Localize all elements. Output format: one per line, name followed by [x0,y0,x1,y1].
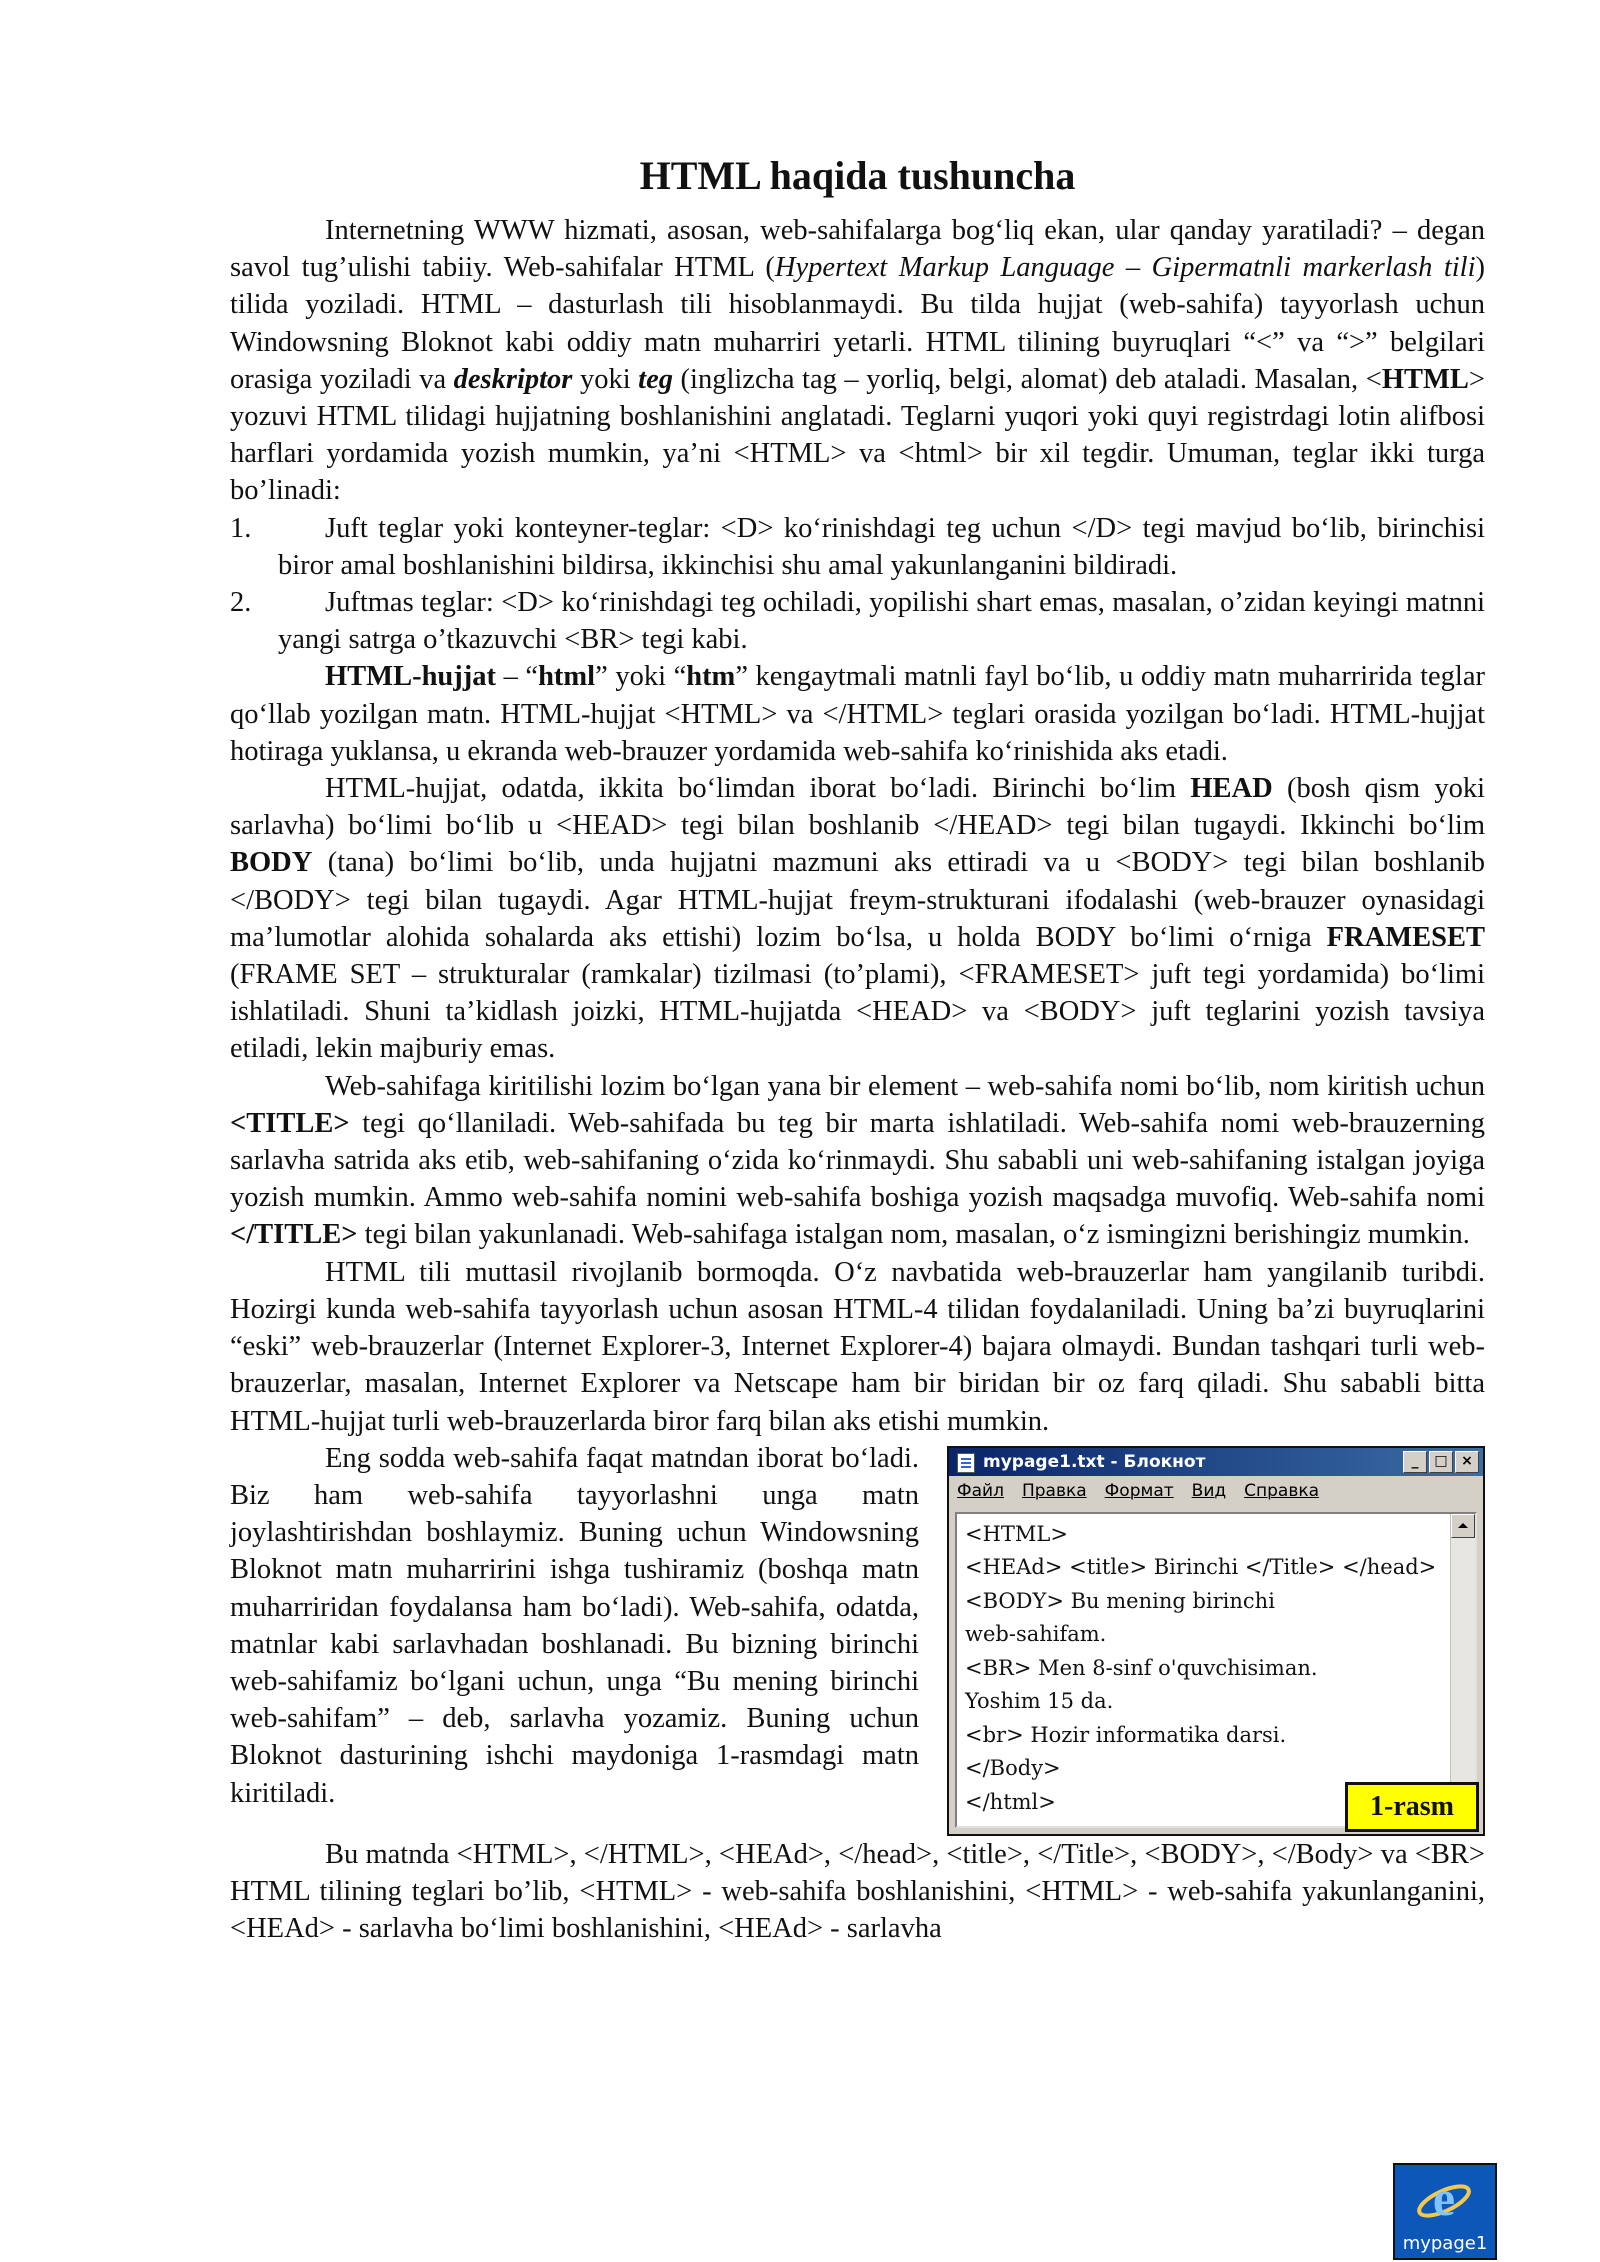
code-line: web-sahifam. [965,1622,1107,1647]
list-number: 2. [230,587,252,619]
paragraph-intro [230,212,1485,510]
notepad-titlebar [949,1448,1483,1476]
term-html: HTML [1381,363,1469,395]
code-line: Yoshim 15 da. [965,1689,1114,1714]
code-line: <HEAd> <title> Birinchi </Title> </head> [965,1555,1437,1580]
term-html-ext: html [538,661,596,693]
minimize-button[interactable]: _ [1403,1451,1427,1473]
ie-logo-icon [1413,2171,1475,2229]
code-line: </Body> [965,1756,1061,1781]
svg-text:e: e [1432,2171,1456,2226]
term-title-open: <TITLE> [230,1107,350,1139]
text-run-italic: Hypertext Markup Language – Gipermatnli markerlash tili [774,252,1476,284]
window-title: mypage1.txt - Блокнот [983,1451,1206,1472]
term-deskriptor: deskriptor [453,363,573,395]
scroll-up-icon[interactable] [1451,1514,1475,1538]
term-title-close: </TITLE> [230,1219,358,1251]
term-teg: teg [638,363,673,395]
text-run: HTML-hujjat, odatda, ikkita bo‘limdan iborat bo‘ladi. Birinchi bo‘lim [325,773,1191,805]
text-run: > yozuvi HTML tilidagi hujjatning boshlanishini anglatadi. Teglarni yuqori yoki quyi registrdagi lotin alifbosi harflari yordamida yozish mumkin, ya’ni <HTML> va <html> bir xil tegdir. Umuman, teglar ikki turga bo’linadi: [230,363,1485,507]
text-run: (FRAME SET – strukturalar (ramkalar) tizilmasi (to’plami), <FRAMESET> juft tegi yordamida) bo‘limi ishlatiladi. Shuni ta’kidlash joizki, HTML-hujjatda <HEAD> va <BODY> juft teglarini yozish tavsiya etiladi, lekin majburiy emas. [230,959,1485,1065]
window-controls [1403,1451,1479,1473]
document-body [230,150,1485,1947]
text-run: – “ [496,661,539,693]
menu-help[interactable]: Справка [1244,1480,1320,1501]
menu-file[interactable]: Файл [957,1480,1004,1501]
term-htm-ext: htm [686,661,736,693]
paragraph-tags-explained: Bu matnda <HTML>, </HTML>, <HEAd>, </head>, <title>, </Title>, <BODY>, </Body> va <BR> HTML tilining teglari bo’lib, <HTML> - web-sahifa boshlanishini, <HTML> - web-sahifa yakunlanganini, <HEAd> - sarlavha bo‘limi boshlanishini, <HEAd> - sarlavha [230,1838,1485,1945]
text-run: tegi bilan yakunlanadi. Web-sahifaga istalgan nom, masalan, o‘z ismingizni berishingiz mumkin. [357,1219,1470,1251]
maximize-button[interactable]: □ [1429,1451,1453,1473]
desktop-icon-label: mypage1 [1402,2233,1488,2254]
code-line: <BR> Men 8-sinf o'quvchisiman. [965,1655,1318,1680]
term-html-hujjat: HTML-hujjat [325,661,496,693]
list-item [230,584,1485,658]
text-run: (bosh qism yoki sarlavha) bo‘limi bo‘lib u <HEAD> tegi bilan boshlanib </HEAD> tegi bilan tugaydi. Ikkinchi bo‘lim [230,773,1485,842]
text-run: ) tilida yoziladi. HTML – dasturlash tili hisoblanmaydi. Bu tilda hujjat (web-sahifa) tayyorlash uchun Windowsning Bloknot kabi oddiy matn muharriri yetarli. HTML tilining buyruqlari “<” va “>” belgilari orasiga yoziladi va [230,252,1485,395]
code-line: </html> [965,1789,1056,1814]
notepad-text-area[interactable] [955,1512,1477,1828]
text-run: Web-sahifaga kiritilishi lozim bo‘lgan yana bir element – web-sahifa nomi bo‘lib, nom kiritish uchun [325,1070,1485,1102]
text-run: ” yoki “ [595,661,687,693]
list-item [230,510,1485,584]
code-line: <BODY> Bu mening birinchi [965,1588,1275,1613]
paragraph-html-document [230,658,1485,770]
notepad-lines [965,1518,1441,1820]
paragraph-html-versions: HTML tili muttasil rivojlanib bormoqda. O‘z navbatida web-brauzerlar ham yangilanib turibdi. Hozirgi kunda web-sahifa tayyorlash uchun asosan HTML-4 tilidan foydalaniladi. Uning ba’zi buyruqlarini “eski” web-brauzerlar (Internet Explorer-3, Internet Explorer-4) bajara olmaydi. Bundan tashqari turli web-brauzerlar, masalan, Internet Explorer va Netscape ham bir biridan bir oz farq qiladi. Shu sababli bitta HTML-hujjat turli web-brauzerlarda biror farq bilan aks etishi mumkin. [230,1256,1485,1437]
code-line: <HTML> [965,1521,1068,1546]
figure-caption: 1-rasm [1345,1782,1479,1832]
code-line: <br> Hozir informatika darsi. [965,1722,1287,1747]
notepad-icon [957,1453,975,1473]
text-run: yoki [572,363,639,395]
menu-bar [949,1476,1483,1506]
text-run: (inglizcha tag – yorliq, belgi, alomat) deb ataladi. Masalan, < [673,363,1382,395]
internet-explorer-icon[interactable] [1393,2163,1497,2260]
list-number: 1. [230,512,252,544]
text-run: Internetning WWW hizmati, asosan, web-sahifalarga bog‘liq ekan, ular qanday yaratiladi? – degan savol tug’ulishi tabiiy. Web-sahifalar HTML ( [230,215,1485,284]
term-frameset: FRAMESET [1326,921,1485,953]
paragraph-first-page: Eng sodda web-sahifa faqat matndan iborat bo‘ladi. Biz ham web-sahifa tayyorlashni unga matn joylashtirishdan boshlaymiz. Buning uchun Windowsning Bloknot matn muharririni ishga tushiramiz (boshqa matn muharriridan foydalansa ham bo‘ladi). Web-sahifa, odatda, matnlar kabi sarlavhadan boshlanadi. Bu bizning birinchi web-sahifamiz bo‘lgani uchun, unga “Bu mening birinchi web-sahifam” – deb, sarlavha yozamiz. Buning uchun Bloknot dasturining ishchi maydoniga 1-rasmdagi matn kiritiladi. [230,1442,919,1809]
list-text: Juftmas teglar: <D> ko‘rinishdagi teg ochiladi, yopilishi shart emas, masalan, o’zidan keyingi matnni yangi satrga o’tkazuvchi <BR> tegi kabi. [278,587,1485,656]
menu-format[interactable]: Формат [1104,1480,1174,1501]
close-button[interactable]: × [1455,1451,1479,1473]
vertical-scrollbar[interactable] [1450,1514,1475,1826]
page-title: HTML haqida tushuncha [639,153,1076,198]
term-body: BODY [230,847,313,879]
text-run: ” kengaytmali matnli fayl bo‘lib, u oddiy matn muharririda teglar qo‘llab yozilgan matn. HTML-hujjat <HTML> va </HTML> teglari orasida yozilgan bo‘ladi. HTML-hujjat hotiraga yuklansa, u ekranda web-brauzer yordamida web-sahifa ko‘rinishida aks etadi. [230,661,1485,767]
paragraph-title-tag [230,1068,1485,1254]
menu-view[interactable]: Вид [1191,1480,1227,1501]
text-run: (tana) bo‘limi bo‘lib, unda hujjatni mazmuni aks ettiradi va u <BODY> tegi bilan boshlanib </BODY> tegi bilan tugaydi. Agar HTML-hujjat freym-strukturani ifodalashi (web-brauzer oynasidagi ma’lumotlar alohida sohalarda aks ettishi) lozim bo‘lsa, u holda BODY bo‘limi o‘rniga [230,847,1485,953]
term-head: HEAD [1190,773,1273,805]
notepad-figure [947,1446,1485,1836]
text-run: tegi qo‘llaniladi. Web-sahifada bu teg bir marta ishlatiladi. Web-sahifa nomi web-brauzerning sarlavha satrida aks etib, web-sahifaning o‘zida ko‘rinmaydi. Shu sababli uni web-sahifaning istalgan joyiga yozish mumkin. Ammo web-sahifa nomini web-sahifa boshiga yozish maqsadga muvofiq. Web-sahifa nomi [230,1107,1485,1214]
list-text: Juft teglar yoki konteyner-teglar: <D> ko‘rinishdagi teg uchun </D> tegi mavjud bo‘lib, birinchisi biror amal boshlanishini bildirsa, ikkinchisi shu amal yakunlanganini bildiradi. [278,512,1485,581]
paragraph-head-body [230,770,1485,1068]
menu-edit[interactable]: Правка [1021,1480,1087,1501]
